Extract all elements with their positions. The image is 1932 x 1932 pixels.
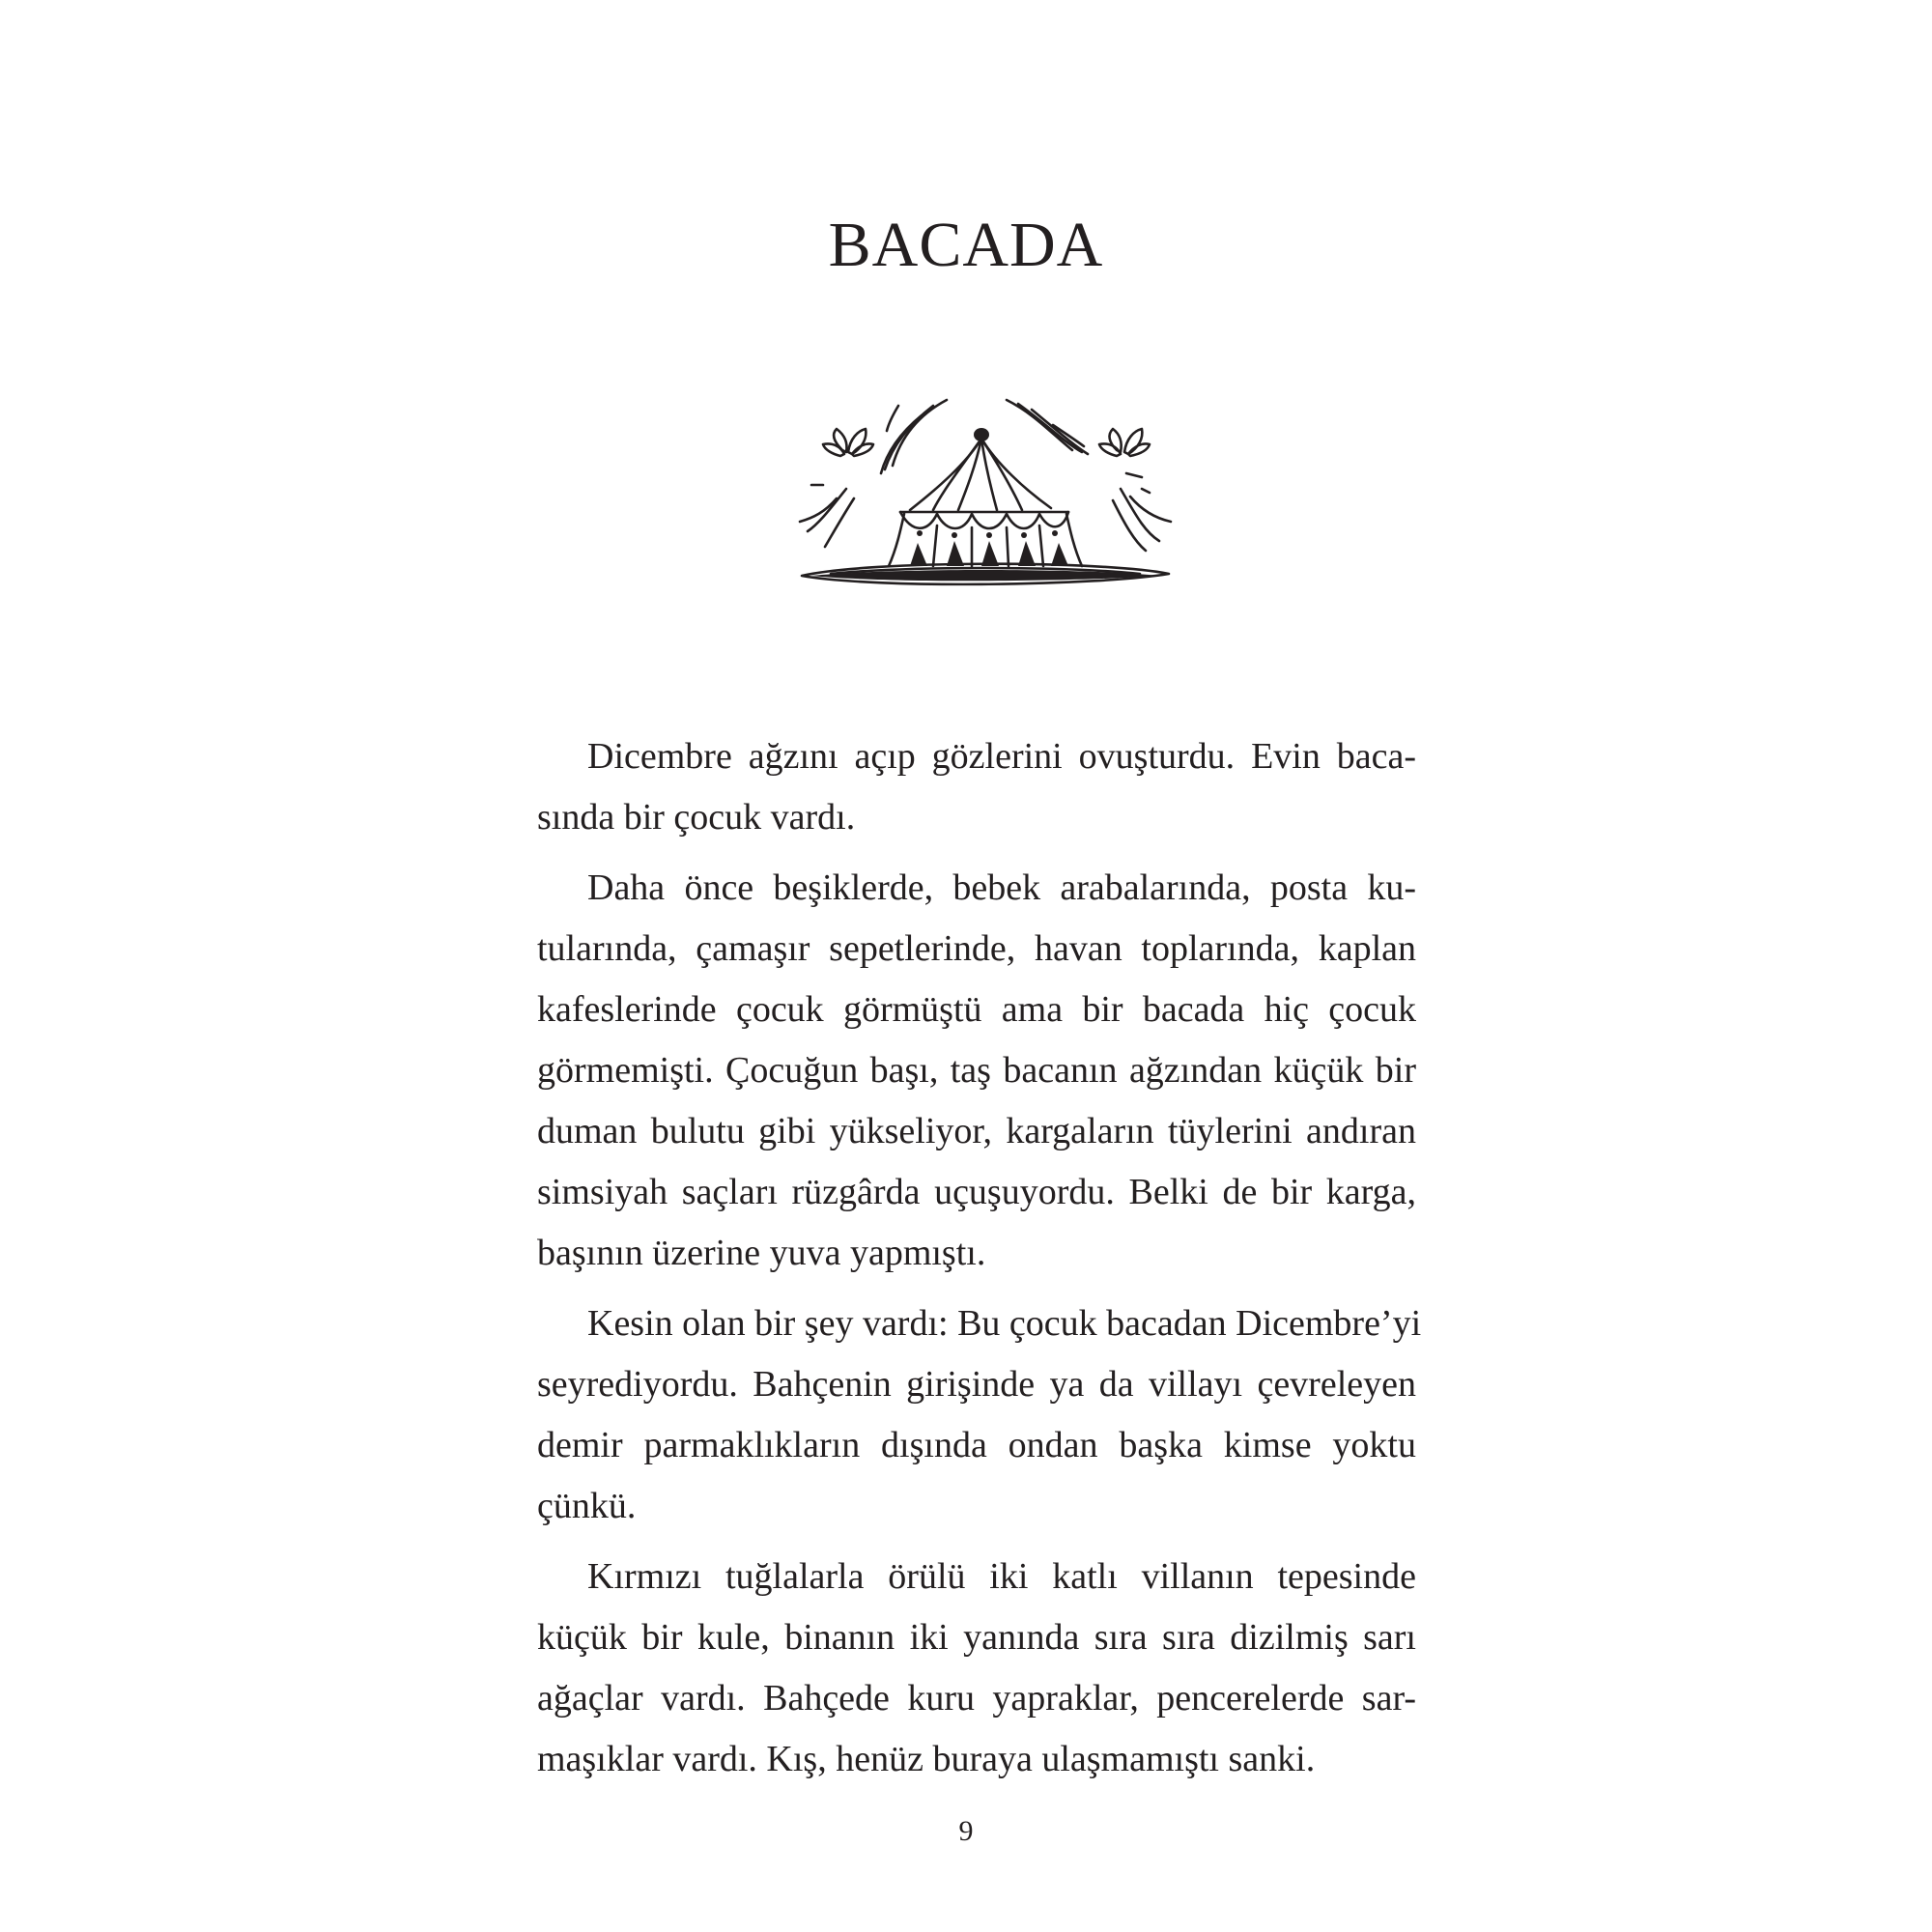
text-line: çünkü. xyxy=(537,1486,637,1526)
text-line: başının üzerine yuva yapmıştı. xyxy=(537,1233,986,1273)
text-line: demir parmaklıkların dışında ondan başka kimse yoktu xyxy=(537,1425,1416,1465)
text-line: küçük bir kule, binanın iki yanında sıra sıra dizilmiş sarı xyxy=(537,1617,1416,1658)
paragraph xyxy=(537,726,1416,848)
text-line: simsiyah saçları rüzgârda uçuşuyordu. Belki de bir karga, xyxy=(537,1172,1416,1212)
paragraph xyxy=(537,1293,1422,1537)
text-line: tularında, çamaşır sepetlerinde, havan toplarında, kaplan xyxy=(537,928,1416,969)
text-line: Kırmızı tuğlalarla örülü iki katlı villanın tepesinde xyxy=(587,1556,1416,1597)
text-line: Dicembre ağzını açıp gözlerini ovuşturdu. Evin baca- xyxy=(587,736,1416,777)
chapter-title: BACADA xyxy=(828,210,1104,280)
circus-tent-icon xyxy=(792,396,1179,609)
text-line: kafeslerinde çocuk görmüştü ama bir bacada hiç çocuk xyxy=(537,989,1416,1030)
text-line: maşıklar vardı. Kış, henüz buraya ulaşmamıştı sanki. xyxy=(537,1739,1316,1779)
page-number: 9 xyxy=(958,1815,974,1847)
text-line: duman bulutu gibi yükseliyor, kargaların tüylerini andıran xyxy=(537,1111,1416,1151)
text-line: Kesin olan bir şey vardı: Bu çocuk bacadan Dicembre’yi xyxy=(587,1303,1422,1344)
text-line: görmemişti. Çocuğun başı, taş bacanın ağzından küçük bir xyxy=(537,1050,1416,1091)
text-line: Daha önce beşiklerde, bebek arabalarında, posta ku- xyxy=(587,867,1416,908)
text-line: seyrediyordu. Bahçenin girişinde ya da villayı çevreleyen xyxy=(537,1364,1416,1405)
paragraph xyxy=(537,1547,1416,1790)
text-line: sında bir çocuk vardı. xyxy=(537,797,856,838)
body-text xyxy=(537,726,1422,1800)
text-line: ağaçlar vardı. Bahçede kuru yapraklar, pencerelerde sar- xyxy=(537,1678,1416,1719)
paragraph xyxy=(537,858,1416,1284)
